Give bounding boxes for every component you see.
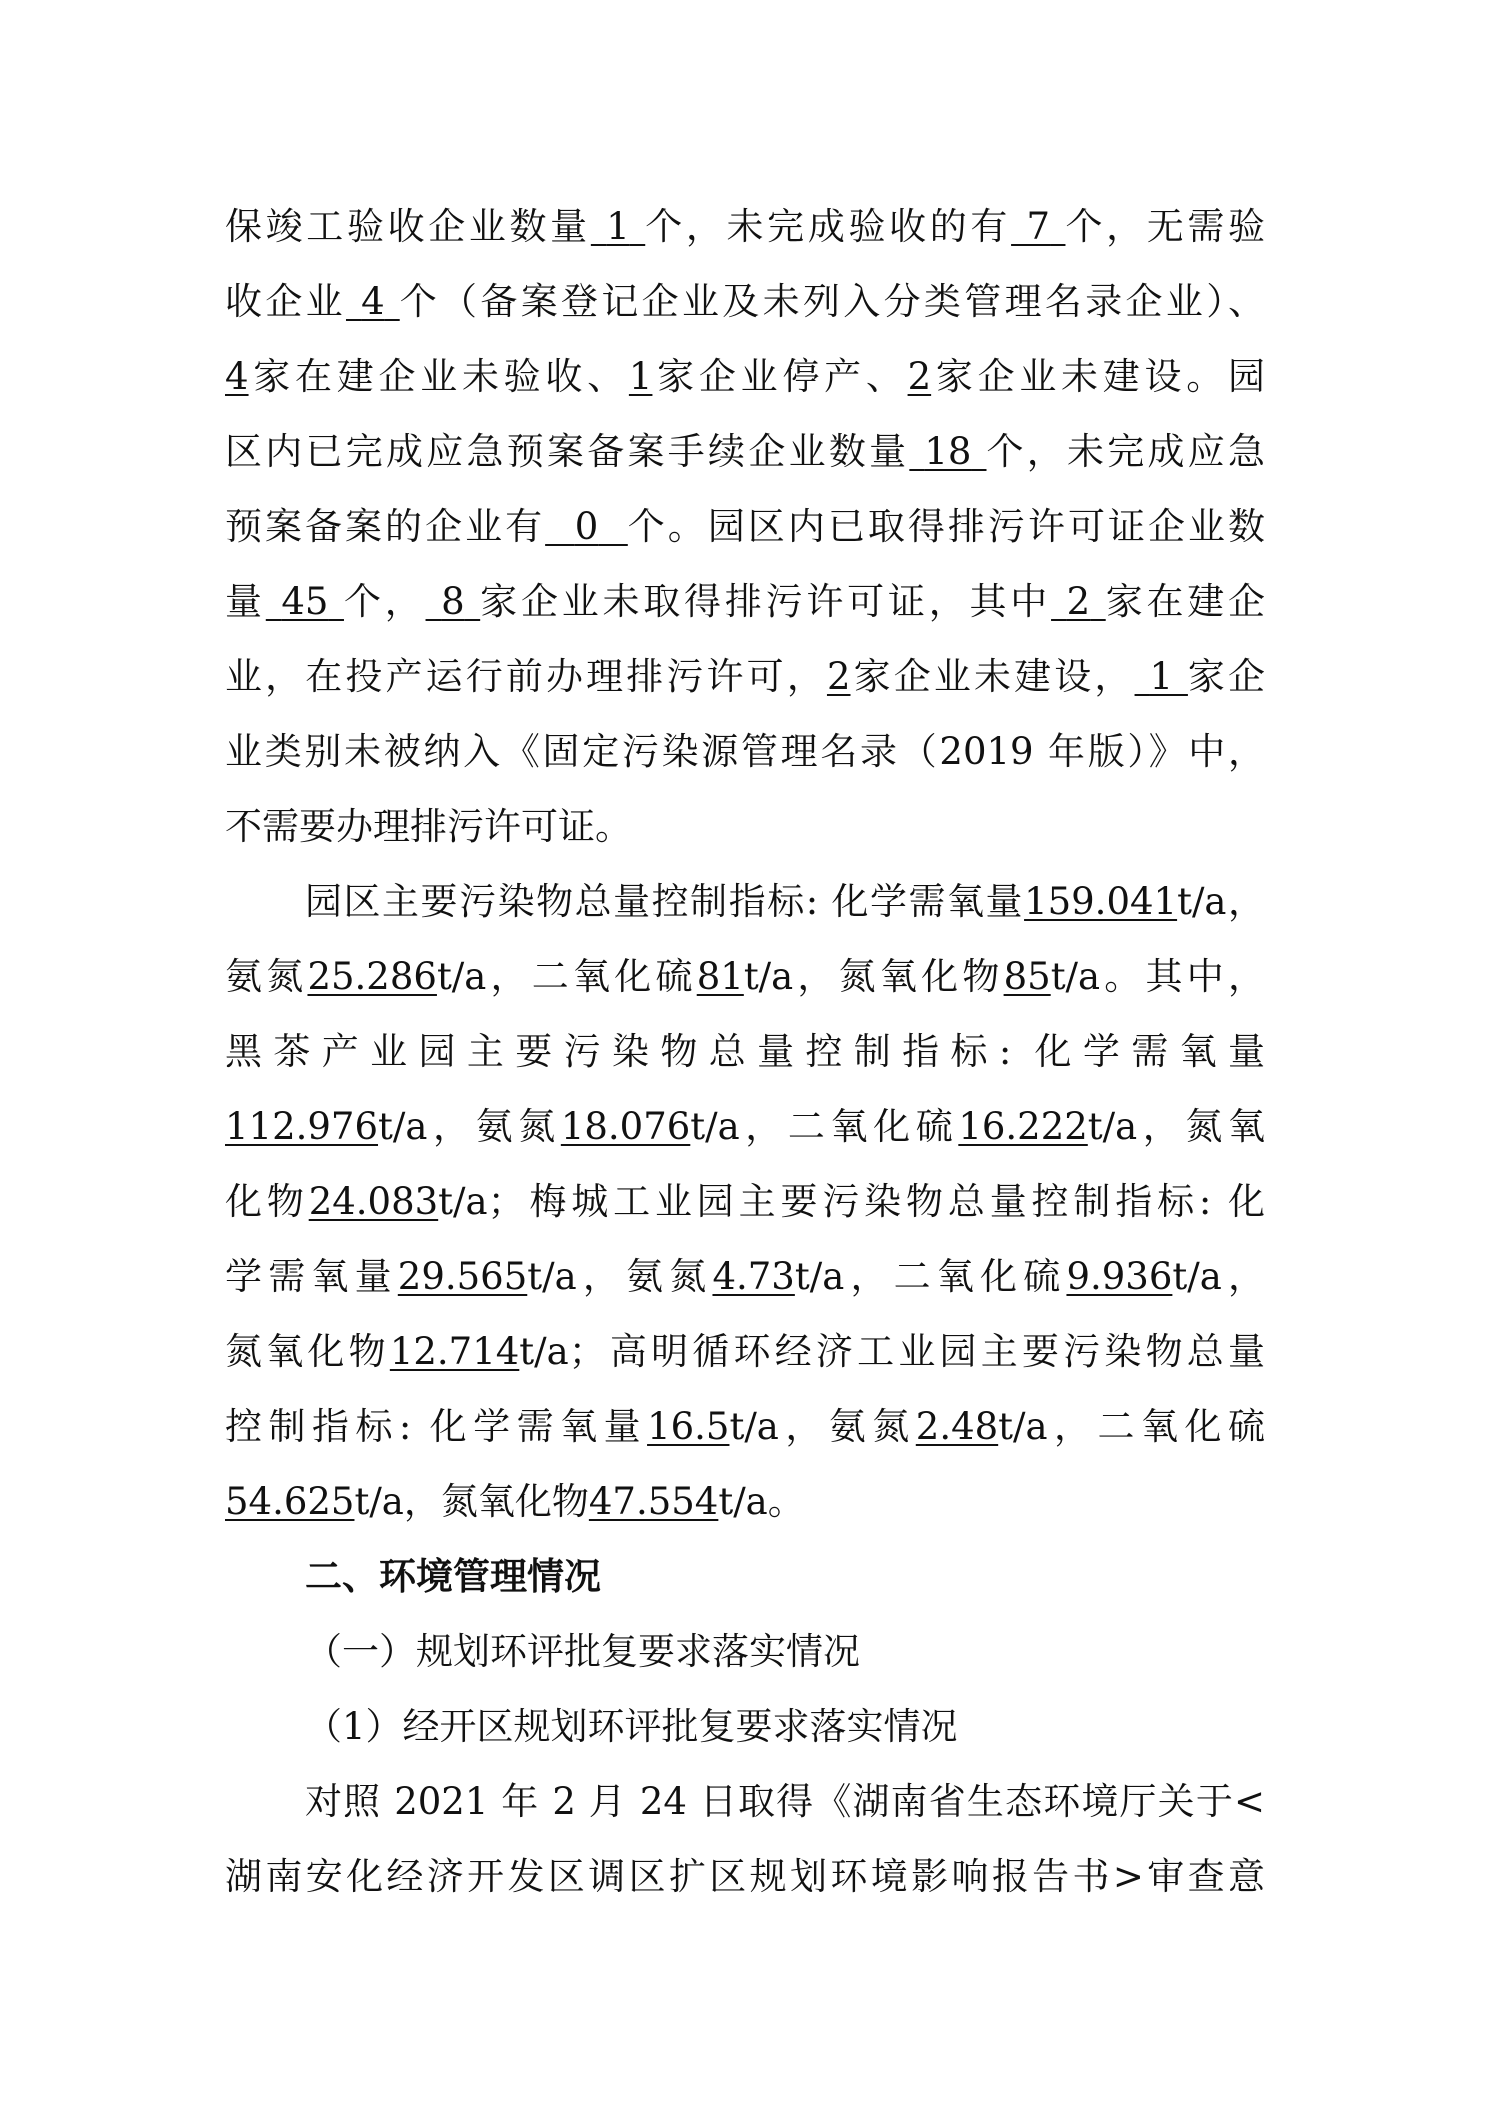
underlined-value: 159.041 (1024, 880, 1178, 923)
underlined-value: 16.5 (647, 1405, 730, 1448)
underlined-value: 2.48 (915, 1405, 999, 1448)
paragraph-line (225, 653, 1265, 701)
underlined-value: 4 (225, 355, 249, 398)
underlined-value: 45 (281, 580, 329, 623)
paragraph-line (225, 1853, 1265, 1901)
underlined-value: 24.083 (308, 1180, 439, 1223)
underlined-value: 112.976 (225, 1105, 379, 1148)
underlined-value: 85 (1003, 955, 1051, 998)
text: 个（备案登记企业及未列入分类管理名录企业）、 (399, 280, 1266, 323)
underlined-value: 4.73 (712, 1255, 795, 1298)
text: 业，在投产运行前办理排污许可， (225, 655, 827, 698)
paragraph-line (225, 1178, 1265, 1226)
underlined-value: 7 (1026, 205, 1051, 248)
underlined-value: 18.076 (560, 1105, 691, 1148)
underlined-value: 29.565 (397, 1255, 528, 1298)
underlined-value: 1 (628, 355, 653, 398)
underlined-value: 1 (1149, 655, 1173, 698)
underlined-value: 2 (907, 355, 932, 398)
text: t/a。 (718, 1480, 805, 1523)
paragraph-line (225, 1478, 1265, 1526)
underlined-value: 1 (606, 205, 630, 248)
text: 个，无需验 (1065, 205, 1266, 248)
paragraph-line (225, 1403, 1265, 1451)
text: t/a。其中， (1050, 955, 1265, 998)
underlined-value: 2 (1066, 580, 1091, 623)
text: t/a，二氧化硫 (794, 1255, 1067, 1298)
text: 控制指标: 化学需氧量 (225, 1405, 648, 1448)
text: 氮氧化物 (225, 1330, 390, 1373)
underlined-value: 8 (441, 580, 465, 623)
text: 个，未完成应急 (986, 430, 1266, 473)
text: t/a，氨氮 (527, 1255, 713, 1298)
text: 预案备案的企业有 (225, 505, 546, 548)
text: 不需要办理排污许可证。 (225, 805, 632, 848)
text: 家企业停产、 (652, 355, 908, 398)
text: 化物 (225, 1180, 309, 1223)
text: 量 (225, 580, 266, 623)
paragraph-line (225, 278, 1265, 326)
section-heading: 二、环境管理情况 (305, 1555, 601, 1598)
text: 家企业未取得排污许可证，其中 (480, 580, 1052, 623)
underlined-value: 2 (826, 655, 851, 698)
text: 园区主要污染物总量控制指标: 化学需氧量 (305, 880, 1025, 923)
paragraph-line (225, 1028, 1265, 1076)
paragraph-line (225, 1253, 1265, 1301)
paragraph-line (225, 503, 1265, 551)
text: t/a，二氧化硫 (436, 955, 697, 998)
text: 家企 (1187, 655, 1266, 698)
text: t/a；高明循环经济工业园主要污染物总量 (519, 1330, 1265, 1373)
text: 收企业 (225, 280, 346, 323)
text: t/a，氮氧化物 (354, 1480, 589, 1523)
underlined-value: 54.625 (225, 1480, 355, 1523)
paragraph-line (225, 1103, 1265, 1151)
text: t/a，氮氧 (1087, 1105, 1265, 1148)
text: 个，未完成验收的有 (645, 205, 1012, 248)
paragraph-line (225, 953, 1265, 1001)
text: t/a，氮氧化物 (743, 955, 1004, 998)
underlined-value: 25.286 (307, 955, 437, 998)
underlined-value: 12.714 (389, 1330, 520, 1373)
text: 家在建企 (1105, 580, 1266, 623)
paragraph-line (225, 728, 1265, 776)
text: t/a；梅城工业园主要污染物总量控制指标: 化 (438, 1180, 1266, 1223)
paragraph-line (305, 1778, 1265, 1826)
text: t/a， (1177, 880, 1265, 923)
underlined-value: 16.222 (958, 1105, 1088, 1148)
text: t/a，氨氮 (729, 1405, 916, 1448)
text: 保竣工验收企业数量 (225, 205, 591, 248)
text: 学需氧量 (225, 1255, 398, 1298)
text: 家在建企业未验收、 (248, 355, 629, 398)
text: 业类别未被纳入《固定污染源管理名录（2019 年版）》中， (225, 730, 1265, 773)
subsection-heading: （一）规划环评批复要求落实情况 (305, 1630, 860, 1673)
underlined-value: 9.936 (1066, 1255, 1173, 1298)
paragraph-line (225, 203, 1265, 251)
text: t/a，二氧化硫 (998, 1405, 1265, 1448)
underlined-value: 47.554 (588, 1480, 719, 1523)
underlined-value: 18 (924, 430, 972, 473)
paragraph-line (225, 1328, 1265, 1376)
text: 区内已完成应急预案备案手续企业数量 (225, 430, 910, 473)
paragraph-line (225, 428, 1265, 476)
text: 个。园区内已取得排污许可证企业数 (627, 505, 1266, 548)
text: t/a，氨氮 (378, 1105, 561, 1148)
underlined-value: 0 (574, 505, 599, 548)
text: 个， (343, 580, 426, 623)
text: 家企业未建设。园 (931, 355, 1265, 398)
text: 湖南安化经济开发区调区扩区规划环境影响报告书>审查意 (225, 1855, 1265, 1898)
text: 家企业未建设， (850, 655, 1135, 698)
underlined-value: 81 (696, 955, 744, 998)
paragraph-line (305, 878, 1265, 926)
paragraph-line (225, 803, 1265, 851)
underlined-value: 4 (361, 280, 385, 323)
text: t/a，二氧化硫 (690, 1105, 959, 1148)
paragraph-line (225, 353, 1265, 401)
text: 对照 2021 年 2 月 24 日取得《湖南省生态环境厅关于< (305, 1780, 1265, 1823)
text: 黑茶产业园主要污染物总量控制指标: 化学需氧量 (225, 1030, 1265, 1073)
paragraph-line (225, 578, 1265, 626)
subsection-heading: （1）经开区规划环评批复要求落实情况 (305, 1705, 958, 1748)
text: t/a， (1172, 1255, 1265, 1298)
text: 氨氮 (225, 955, 308, 998)
